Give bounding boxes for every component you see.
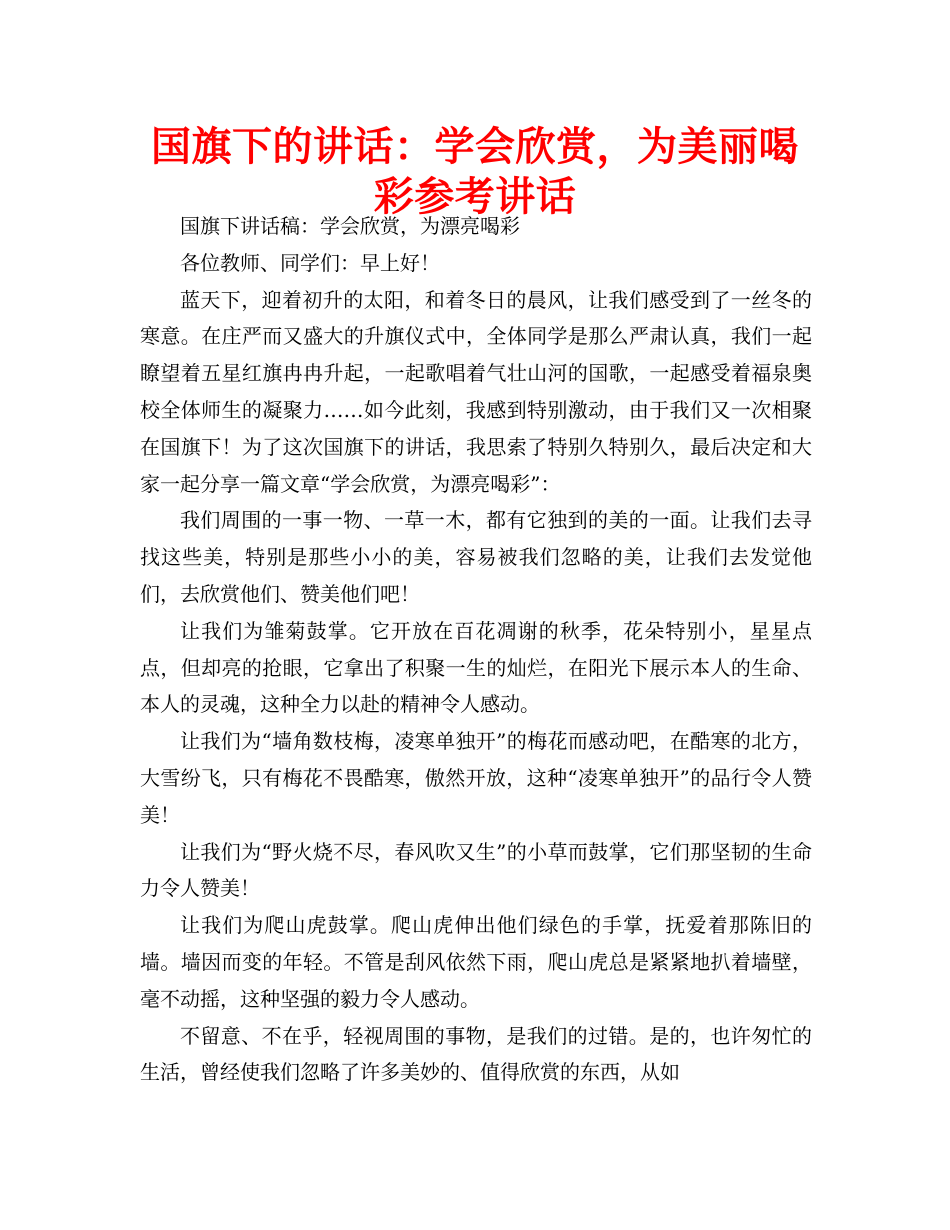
paragraph-body: 我们周围的一事一物、一草一木，都有它独到的美的一面。让我们去寻找这些美，特别是那些小小的美，容易被我们忽略的美，让我们去发觉他们，去欣赏他们、赞美他们吧！ bbox=[140, 508, 812, 606]
document-title: 国旗下的讲话：学会欣赏，为美丽喝彩参考讲话 bbox=[151, 124, 799, 220]
paragraph-body: 不留意、不在乎，轻视周围的事物，是我们的过错。是的，也许匆忙的生活，曾经使我们忽略了许多美妙的、值得欣赏的东西，从如 bbox=[140, 1023, 812, 1085]
paragraph-body: 让我们为“墙角数枝梅，凌寒单独开”的梅花而感动吧，在酷寒的北方，大雪纷飞，只有梅花不畏酷寒，傲然开放，这种“凌寒单独开”的品行令人赞美！ bbox=[140, 729, 812, 827]
paragraph-body: 蓝天下，迎着初升的太阳，和着冬日的晨风，让我们感受到了一丝冬的寒意。在庄严而又盛大的升旗仪式中，全体同学是那么严肃认真，我们一起瞭望着五星红旗冉冉升起，一起歌唱着气壮山河的国歌，一起感受着福泉奥校全体师生的凝聚力……如今此刻，我感到特别激动，由于我们又一次相聚在国旗下！为了这次国旗下的讲话，我思索了特别久特别久，最后决定和大家一起分享一篇文章“学会欣赏，为漂亮喝彩”： bbox=[140, 287, 812, 496]
document-body bbox=[140, 208, 812, 1091]
paragraph-body: 让我们为“野火烧不尽，春风吹又生”的小草而鼓掌，它们那坚韧的生命力令人赞美！ bbox=[140, 839, 812, 901]
paragraph-body: 让我们为雏菊鼓掌。它开放在百花凋谢的秋季，花朵特别小，星星点点，但却亮的抢眼，它拿出了积聚一生的灿烂，在阳光下展示本人的生命、本人的灵魂，这种全力以赴的精神令人感动。 bbox=[140, 618, 812, 717]
paragraph-greeting: 各位教师、同学们：早上好！ bbox=[180, 250, 440, 275]
paragraph-subtitle: 国旗下讲话稿：学会欣赏，为漂亮喝彩 bbox=[180, 214, 520, 238]
paragraph-body: 让我们为爬山虎鼓掌。爬山虎伸出他们绿色的手掌，抚爱着那陈旧的墙。墙因而变的年轻。不管是刮风依然下雨，爬山虎总是紧紧地扒着墙壁，毫不动摇，这种坚强的毅力令人感动。 bbox=[140, 913, 812, 1011]
